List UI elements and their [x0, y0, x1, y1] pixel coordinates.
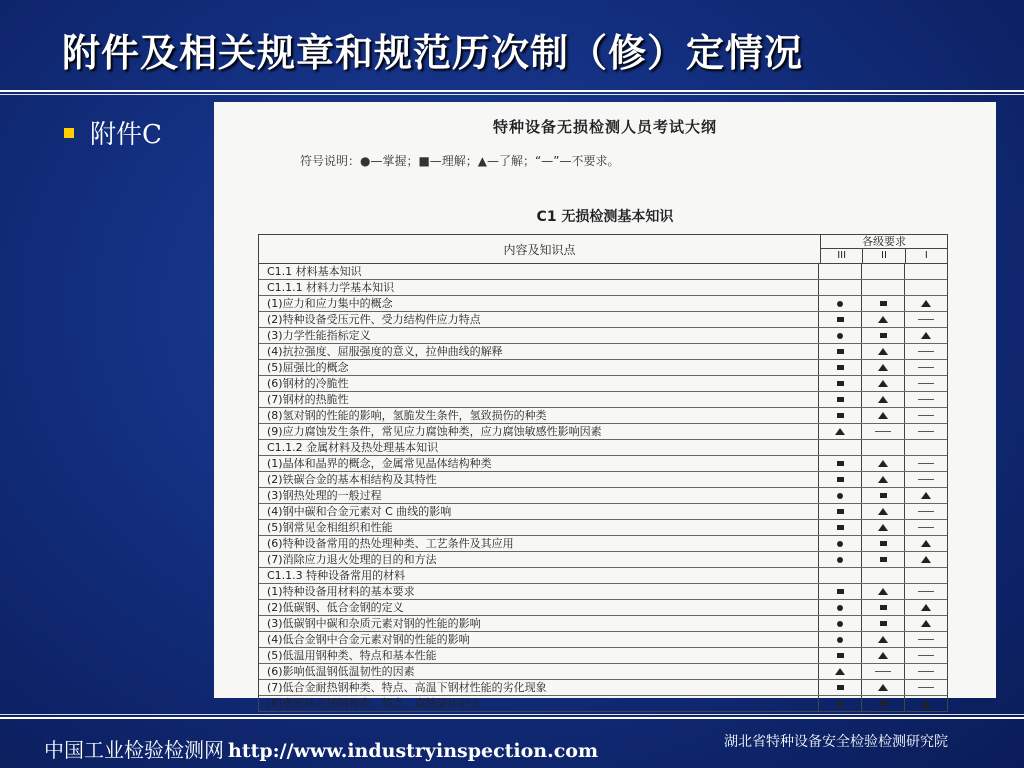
- level-cell: [905, 472, 947, 487]
- table-row: [259, 392, 947, 408]
- triangle-icon: [835, 668, 845, 675]
- table-row: [259, 472, 947, 488]
- level-cell: [819, 280, 862, 295]
- triangle-icon: [878, 396, 888, 403]
- level-cell: [862, 424, 905, 439]
- table-row: [259, 584, 947, 600]
- level-cell: [905, 600, 947, 615]
- triangle-icon: [878, 684, 888, 691]
- row-content: (6)特种设备常用的热处理种类、工艺条件及其应用: [259, 536, 819, 551]
- bullet-text: 附件C: [90, 120, 162, 150]
- level-cell: [905, 344, 947, 359]
- level-cell: [819, 360, 862, 375]
- row-content: (4)钢中碳和合金元素对 C 曲线的影响: [259, 504, 819, 519]
- level-cell: [862, 408, 905, 423]
- square-icon: [837, 509, 844, 514]
- triangle-icon: [921, 604, 931, 611]
- section-heading: C1 无损检测基本知识: [536, 209, 674, 225]
- level-cell: [862, 552, 905, 567]
- table-row: [259, 504, 947, 520]
- row-content: C1.1.2 金属材料及热处理基本知识: [259, 440, 819, 455]
- square-icon: [837, 525, 844, 530]
- level-cell: [905, 696, 947, 711]
- square-icon: [837, 349, 844, 354]
- dash-icon: [918, 351, 934, 352]
- level-cell: [905, 488, 947, 503]
- table-body: [259, 264, 947, 711]
- footer-organization: 湖北省特种设备安全检验检测研究院: [724, 734, 948, 750]
- triangle-icon: [878, 476, 888, 483]
- dot-icon: [837, 621, 843, 627]
- level-cell: [819, 488, 862, 503]
- level-cell: [819, 312, 862, 327]
- table-header: [259, 235, 947, 264]
- dash-icon: [918, 383, 934, 384]
- level-cell: [819, 408, 862, 423]
- level-cell: [862, 344, 905, 359]
- level-cell: [862, 680, 905, 695]
- table-row: [259, 648, 947, 664]
- dash-icon: [918, 463, 934, 464]
- dash-icon: [918, 591, 934, 592]
- square-icon: [837, 317, 844, 322]
- triangle-icon: [878, 508, 888, 515]
- table-row: [259, 456, 947, 472]
- level-cell: [819, 472, 862, 487]
- table-row: [259, 552, 947, 568]
- level-header-1: I: [924, 250, 928, 261]
- square-icon: [837, 685, 844, 690]
- level-cell: [905, 680, 947, 695]
- level-cell: [905, 264, 947, 279]
- table-row: [259, 600, 947, 616]
- square-icon: [880, 541, 887, 546]
- grades-column-header: [821, 235, 947, 263]
- level-cell: [905, 392, 947, 407]
- level-cell: [862, 632, 905, 647]
- level-cell: [819, 664, 862, 679]
- table-row: [259, 520, 947, 536]
- table-row: [259, 488, 947, 504]
- level-cell: [862, 648, 905, 663]
- row-content: (1)晶体和晶界的概念，金属常见晶体结构种类: [259, 456, 819, 471]
- dash-icon: [875, 431, 891, 432]
- dash-icon: [918, 415, 934, 416]
- level-cell: [862, 440, 905, 455]
- level-cell: [819, 552, 862, 567]
- level-header-3: III: [821, 249, 863, 263]
- footer-divider-line: [0, 717, 1024, 719]
- level-cell: [819, 440, 862, 455]
- row-content: (3)低碳钢中碳和杂质元素对钢的性能的影响: [259, 616, 819, 631]
- level-cell: [819, 344, 862, 359]
- row-content: (3)钢热处理的一般过程: [259, 488, 819, 503]
- level-cell: [862, 520, 905, 535]
- level-cell: [819, 568, 862, 583]
- level-cell: [862, 280, 905, 295]
- level-cell: [862, 696, 905, 711]
- level-cell: [862, 264, 905, 279]
- table-row: [259, 568, 947, 584]
- document-scan: [214, 102, 996, 710]
- table-row: [259, 680, 947, 696]
- level-cell: [819, 264, 862, 279]
- level-cell: [905, 328, 947, 343]
- level-cell: [819, 584, 862, 599]
- table-row: [259, 424, 947, 440]
- level-cell: [905, 440, 947, 455]
- table-row: [259, 312, 947, 328]
- triangle-icon: [921, 332, 931, 339]
- dot-icon: [837, 637, 843, 643]
- level-cell: [862, 360, 905, 375]
- level-cell: [862, 536, 905, 551]
- table-row: [259, 280, 947, 296]
- level-cell: [819, 376, 862, 391]
- level-cell: [862, 312, 905, 327]
- level-cell: [905, 568, 947, 583]
- square-icon: [880, 333, 887, 338]
- square-icon: [837, 653, 844, 658]
- level-cell: [905, 456, 947, 471]
- row-content: C1.1 材料基本知识: [259, 264, 819, 279]
- dash-icon: [875, 671, 891, 672]
- level-cell: [862, 616, 905, 631]
- row-content: (4)抗拉强度、屈服强度的意义，拉伸曲线的解释: [259, 344, 819, 359]
- row-content: (7)钢材的热脆性: [259, 392, 819, 407]
- dash-icon: [918, 511, 934, 512]
- row-content: (7)低合金耐热钢种类、特点、高温下钢材性能的劣化现象: [259, 680, 819, 695]
- level-cell: [905, 520, 947, 535]
- row-content: (5)钢常见金相组织和性能: [259, 520, 819, 535]
- square-icon: [837, 413, 844, 418]
- table-row: [259, 408, 947, 424]
- square-icon: [880, 493, 887, 498]
- levels-header: [821, 249, 947, 263]
- triangle-icon: [878, 652, 888, 659]
- square-icon: [837, 397, 844, 402]
- content-column-header: 内容及知识点: [259, 235, 821, 263]
- row-content: (7)消除应力退火处理的目的和方法: [259, 552, 819, 567]
- table-row: [259, 616, 947, 632]
- triangle-icon: [921, 620, 931, 627]
- level-cell: [819, 680, 862, 695]
- triangle-icon: [878, 524, 888, 531]
- triangle-icon: [878, 636, 888, 643]
- level-cell: [862, 664, 905, 679]
- square-icon: [880, 701, 887, 706]
- triangle-icon: [835, 428, 845, 435]
- level-cell: [819, 632, 862, 647]
- footer-site: [44, 734, 598, 763]
- triangle-icon: [878, 364, 888, 371]
- level-cell: [905, 504, 947, 519]
- level-cell: [819, 600, 862, 615]
- bullet-square-icon: [64, 128, 74, 138]
- triangle-icon: [878, 380, 888, 387]
- row-content: (8)氢对钢的性能的影响，氢脆发生条件，氢致损伤的种类: [259, 408, 819, 423]
- dash-icon: [918, 431, 934, 432]
- bullet-item: [64, 114, 162, 151]
- dot-icon: [837, 701, 843, 707]
- triangle-icon: [878, 588, 888, 595]
- table-row: [259, 376, 947, 392]
- table-row: [259, 536, 947, 552]
- row-content: (2)铁碳合金的基本相结构及其特性: [259, 472, 819, 487]
- level-cell: [862, 392, 905, 407]
- table-row: [259, 344, 947, 360]
- square-icon: [837, 381, 844, 386]
- triangle-icon: [878, 348, 888, 355]
- row-content: (5)屈强比的概念: [259, 360, 819, 375]
- triangle-icon: [878, 412, 888, 419]
- level-cell: [819, 648, 862, 663]
- row-content: (9)应力腐蚀发生条件，常见应力腐蚀种类，应力腐蚀敏感性影响因素: [259, 424, 819, 439]
- level-cell: [905, 296, 947, 311]
- level-cell: [905, 376, 947, 391]
- level-cell: [819, 296, 862, 311]
- square-icon: [837, 477, 844, 482]
- level-cell: [862, 456, 905, 471]
- level-cell: [862, 504, 905, 519]
- level-cell: [905, 360, 947, 375]
- row-content: (1)应力和应力集中的概念: [259, 296, 819, 311]
- level-cell: [819, 456, 862, 471]
- row-content: (5)低温用钢种类、特点和基本性能: [259, 648, 819, 663]
- title-divider-line: [0, 90, 1024, 92]
- row-content: (8)奥氏体不锈钢种类、特点、腐蚀破坏形式: [259, 696, 819, 711]
- level-cell: [905, 616, 947, 631]
- level-cell: [819, 504, 862, 519]
- level-cell: [905, 408, 947, 423]
- level-cell: [905, 584, 947, 599]
- dot-icon: [837, 301, 843, 307]
- table-row: [259, 632, 947, 648]
- square-icon: [880, 557, 887, 562]
- square-icon: [880, 301, 887, 306]
- triangle-icon: [921, 700, 931, 707]
- dot-icon: [837, 333, 843, 339]
- table-row: [259, 328, 947, 344]
- level-cell: [862, 328, 905, 343]
- row-content: (1)特种设备用材料的基本要求: [259, 584, 819, 599]
- level-cell: [862, 488, 905, 503]
- table-row: [259, 296, 947, 312]
- dash-icon: [918, 655, 934, 656]
- footer-divider-line-thin: [0, 714, 1024, 715]
- dash-icon: [918, 671, 934, 672]
- footer-url[interactable]: http://www.industryinspection.com: [228, 740, 599, 762]
- level-cell: [862, 568, 905, 583]
- dash-icon: [918, 479, 934, 480]
- row-content: (4)低合金钢中合金元素对钢的性能的影响: [259, 632, 819, 647]
- triangle-icon: [878, 316, 888, 323]
- level-cell: [819, 616, 862, 631]
- level-cell: [819, 696, 862, 711]
- level-cell: [819, 328, 862, 343]
- symbol-legend: 符号说明：●—掌握；■—理解；▲—了解；“—”—不要求。: [300, 154, 620, 168]
- triangle-icon: [878, 460, 888, 467]
- dot-icon: [837, 557, 843, 563]
- dash-icon: [918, 399, 934, 400]
- level-cell: [819, 392, 862, 407]
- triangle-icon: [921, 556, 931, 563]
- row-content: (3)力学性能指标定义: [259, 328, 819, 343]
- level-cell: [862, 376, 905, 391]
- square-icon: [880, 621, 887, 626]
- row-content: (6)影响低温钢低温韧性的因素: [259, 664, 819, 679]
- requirements-table: [258, 234, 948, 712]
- dash-icon: [918, 319, 934, 320]
- level-cell: [862, 472, 905, 487]
- dot-icon: [837, 493, 843, 499]
- table-row: [259, 264, 947, 280]
- dash-icon: [918, 527, 934, 528]
- level-cell: [819, 424, 862, 439]
- level-cell: [819, 536, 862, 551]
- table-row: [259, 664, 947, 680]
- grades-title: 各级要求: [821, 235, 947, 249]
- level-header-2: II: [863, 249, 905, 263]
- triangle-icon: [921, 540, 931, 547]
- dash-icon: [918, 367, 934, 368]
- level-cell: [905, 424, 947, 439]
- square-icon: [880, 605, 887, 610]
- level-cell: [905, 312, 947, 327]
- title-divider-line-thin: [0, 94, 1024, 95]
- dash-icon: [918, 687, 934, 688]
- level-cell: [905, 648, 947, 663]
- dot-icon: [837, 605, 843, 611]
- slide-title: 附件及相关规章和规范历次制（修）定情况: [62, 31, 804, 75]
- table-row: [259, 440, 947, 456]
- level-cell: [905, 536, 947, 551]
- table-row: [259, 696, 947, 711]
- level-cell: [905, 280, 947, 295]
- row-content: C1.1.1 材料力学基本知识: [259, 280, 819, 295]
- level-cell: [862, 584, 905, 599]
- footer-site-name: 中国工业检验检测网: [44, 738, 224, 762]
- square-icon: [837, 365, 844, 370]
- dot-icon: [837, 541, 843, 547]
- level-cell: [905, 632, 947, 647]
- dash-icon: [918, 639, 934, 640]
- level-cell: [862, 600, 905, 615]
- row-content: (2)低碳钢、低合金钢的定义: [259, 600, 819, 615]
- square-icon: [837, 461, 844, 466]
- level-cell: [905, 552, 947, 567]
- row-content: (6)钢材的冷脆性: [259, 376, 819, 391]
- level-cell: [905, 664, 947, 679]
- document-title: 特种设备无损检测人员考试大纲: [492, 118, 717, 136]
- table-row: [259, 360, 947, 376]
- level-cell: [819, 520, 862, 535]
- triangle-icon: [921, 492, 931, 499]
- level-cell: [862, 296, 905, 311]
- square-icon: [837, 589, 844, 594]
- row-content: (2)特种设备受压元件、受力结构件应力特点: [259, 312, 819, 327]
- triangle-icon: [921, 300, 931, 307]
- row-content: C1.1.3 特种设备常用的材料: [259, 568, 819, 583]
